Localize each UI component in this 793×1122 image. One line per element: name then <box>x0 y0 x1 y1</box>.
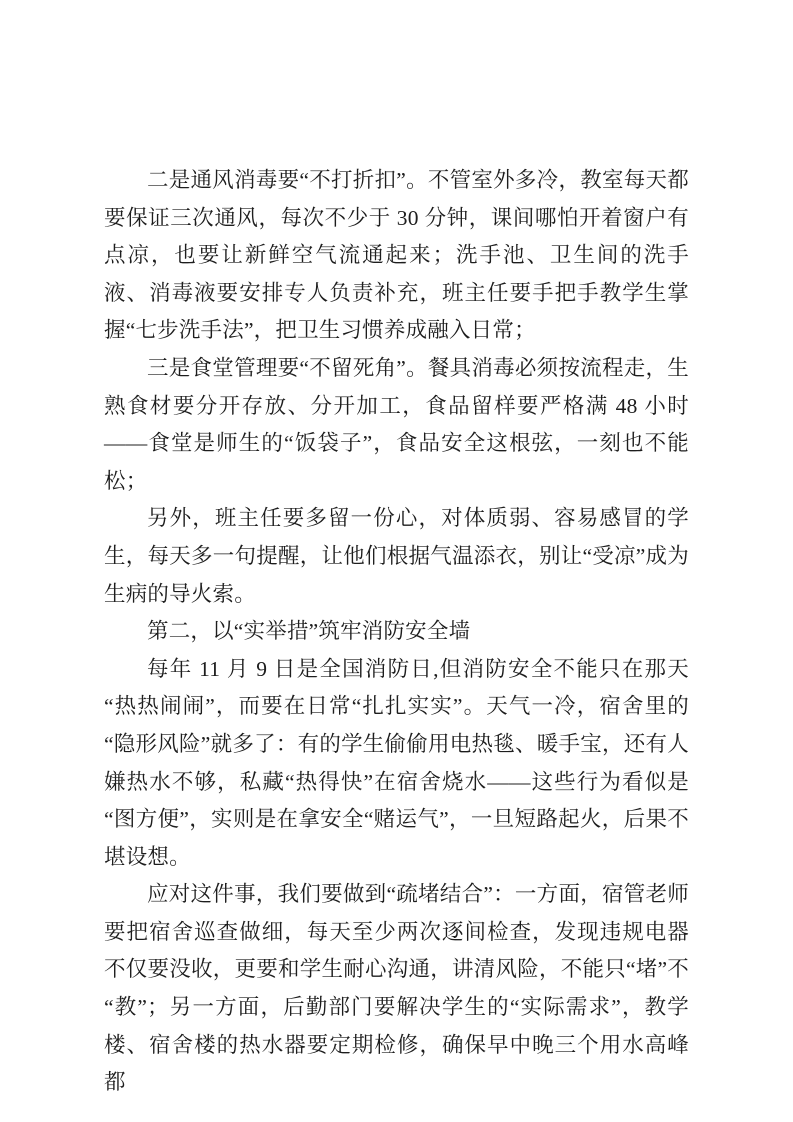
paragraph-ventilation-disinfection: 二是通风消毒要“不打折扣”。不管室外多冷，教室每天都要保证三次通风，每次不少于 30 分钟，课间哪怕开着窗户有点凉，也要让新鲜空气流通起来；洗手池、卫生间的洗手液、消毒液要安排专人负责补充，班主任要手把手教学生掌握“七步洗手法”，把卫生习惯养成融入日常； <box>104 168 689 343</box>
paragraph-dorm-inspection: 应对这件事，我们要做到“疏堵结合”：一方面，宿管老师要把宿舍巡查做细，每天至少两次逐间检查，发现违规电器不仅要没收，更要和学生耐心沟通，讲清风险，不能只“堵”不“教”；另一方面，后勤部门要解决学生的“实际需求”，教学楼、宿舍楼的热水器要定期检修，确保早中晚三个用水高峰都 <box>104 882 689 1095</box>
document-body-text <box>104 162 689 1102</box>
section-heading-fire-safety: 第二，以“实举措”筑牢消防安全墙 <box>147 619 471 644</box>
paragraph-fire-day-risks: 每年 11 月 9 日是全国消防日,但消防安全不能只在那天“热热闹闹”，而要在日常“扎扎实实”。天气一冷，宿舍里的“隐形风险”就多了：有的学生偷偷用电热毯、暖手宝，还有人嫌热水不够，私藏“热得快”在宿舍烧水——这些行为看似是“图方便”，实则是在拿安全“赌运气”，一旦短路起火，后果不堪设想。 <box>104 656 689 869</box>
paragraph-canteen-management: 三是食堂管理要“不留死角”。餐具消毒必须按流程走，生熟食材要分开存放、分开加工，食品留样要严格满 48 小时——食堂是师生的“饭袋子”，食品安全这根弦，一刻也不能松； <box>104 355 689 493</box>
paragraph-teacher-reminder: 另外，班主任要多留一份心，对体质弱、容易感冒的学生，每天多一句提醒，让他们根据气温添衣，别让“受凉”成为生病的导火索。 <box>104 506 689 606</box>
